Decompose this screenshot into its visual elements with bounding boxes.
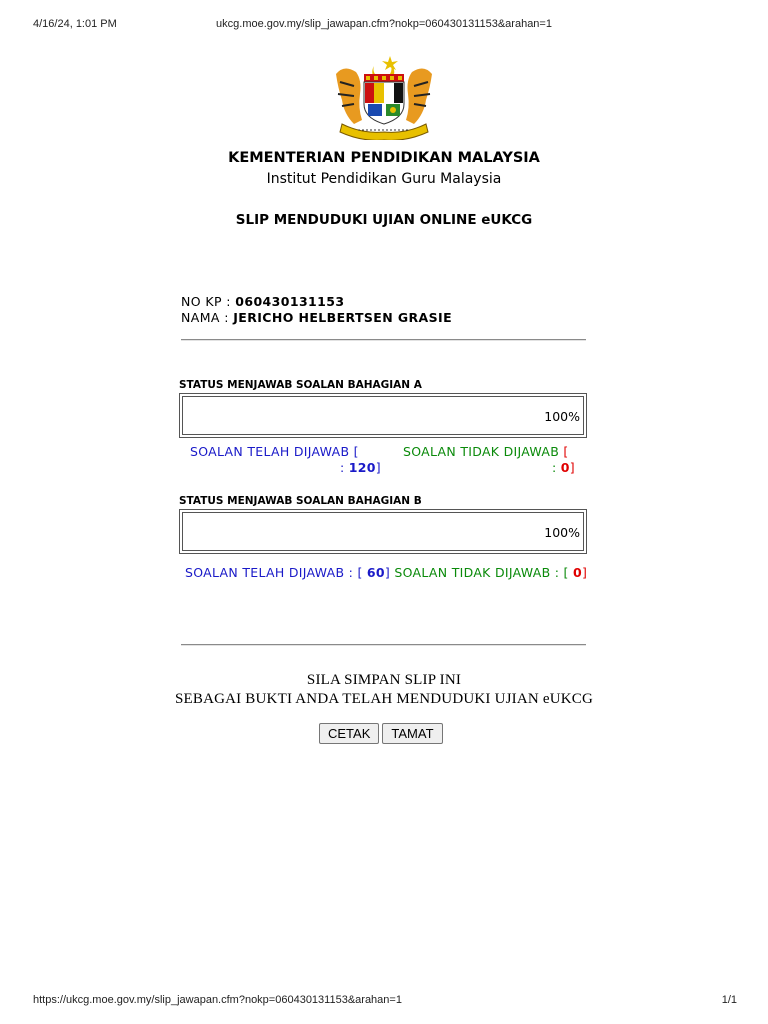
print-datetime: 4/16/24, 1:01 PM [33,18,117,30]
section-a-progress-text: 100% [544,409,580,424]
nokp-row [181,294,344,309]
section-b-answered-label: SOALAN TELAH DIJAWAB : [ [185,565,363,580]
section-b-unanswered-label: SOALAN TIDAK DIJAWAB : [ [394,565,569,580]
print-footer [0,994,768,1008]
section-b-title: STATUS MENJAWAB SOALAN BAHAGIAN B [179,495,422,507]
divider [181,339,586,341]
nokp-value: 060430131153 [235,294,345,309]
note-line-1: SILA SIMPAN SLIP INI [306,672,462,688]
section-b-stats: SOALAN TELAH DIJAWAB : [ 60] SOALAN TIDAK DIJAWAB : [ 0] [185,565,588,580]
section-a-answered-count: : 120] [340,460,381,475]
action-buttons [319,723,446,744]
nama-row [181,310,452,325]
section-a-answered-label: SOALAN TELAH DIJAWAB [ [190,444,359,459]
section-b-unanswered-value: 0 [573,565,583,580]
print-url: ukcg.moe.gov.my/slip_jawapan.cfm?nokp=060430131153&arahan=1 [216,18,552,30]
section-a-answered-value: 120 [348,460,376,475]
print-header [0,18,768,32]
nokp-label: NO KP : [181,294,231,309]
section-b-progress-fill [183,513,583,550]
section-a-progress-bar [179,393,587,438]
finish-button[interactable]: TAMAT [382,723,442,744]
slip-title: SLIP MENDUDUKI UJIAN ONLINE eUKCG [235,212,533,228]
print-button[interactable]: CETAK [319,723,379,744]
page-count: 1/1 [721,994,737,1006]
section-b-progress-text: 100% [544,525,580,540]
section-a-title: STATUS MENJAWAB SOALAN BAHAGIAN A [179,379,422,391]
nama-label: NAMA : [181,310,229,325]
section-a-unanswered-value: 0 [560,460,570,475]
section-a-progress-fill [183,397,583,434]
nama-value: JERICHO HELBERTSEN GRASIE [233,310,453,325]
section-b-progress-bar [179,509,587,554]
ministry-title: KEMENTERIAN PENDIDIKAN MALAYSIA [228,150,540,166]
divider [181,644,586,646]
institute-subtitle: Institut Pendidikan Guru Malaysia [266,171,502,187]
section-b-answered-value: 60 [366,565,385,580]
malaysia-coat-of-arms-icon [328,52,440,140]
section-a-unanswered-label: SOALAN TIDAK DIJAWAB [ [403,444,569,459]
section-a-unanswered-count: : 0] [552,460,575,475]
print-footer-url: https://ukcg.moe.gov.my/slip_jawapan.cfm?nokp=060430131153&arahan=1 [33,994,402,1006]
note-line-2: SEBAGAI BUKTI ANDA TELAH MENDUDUKI UJIAN eUKCG [174,691,594,707]
